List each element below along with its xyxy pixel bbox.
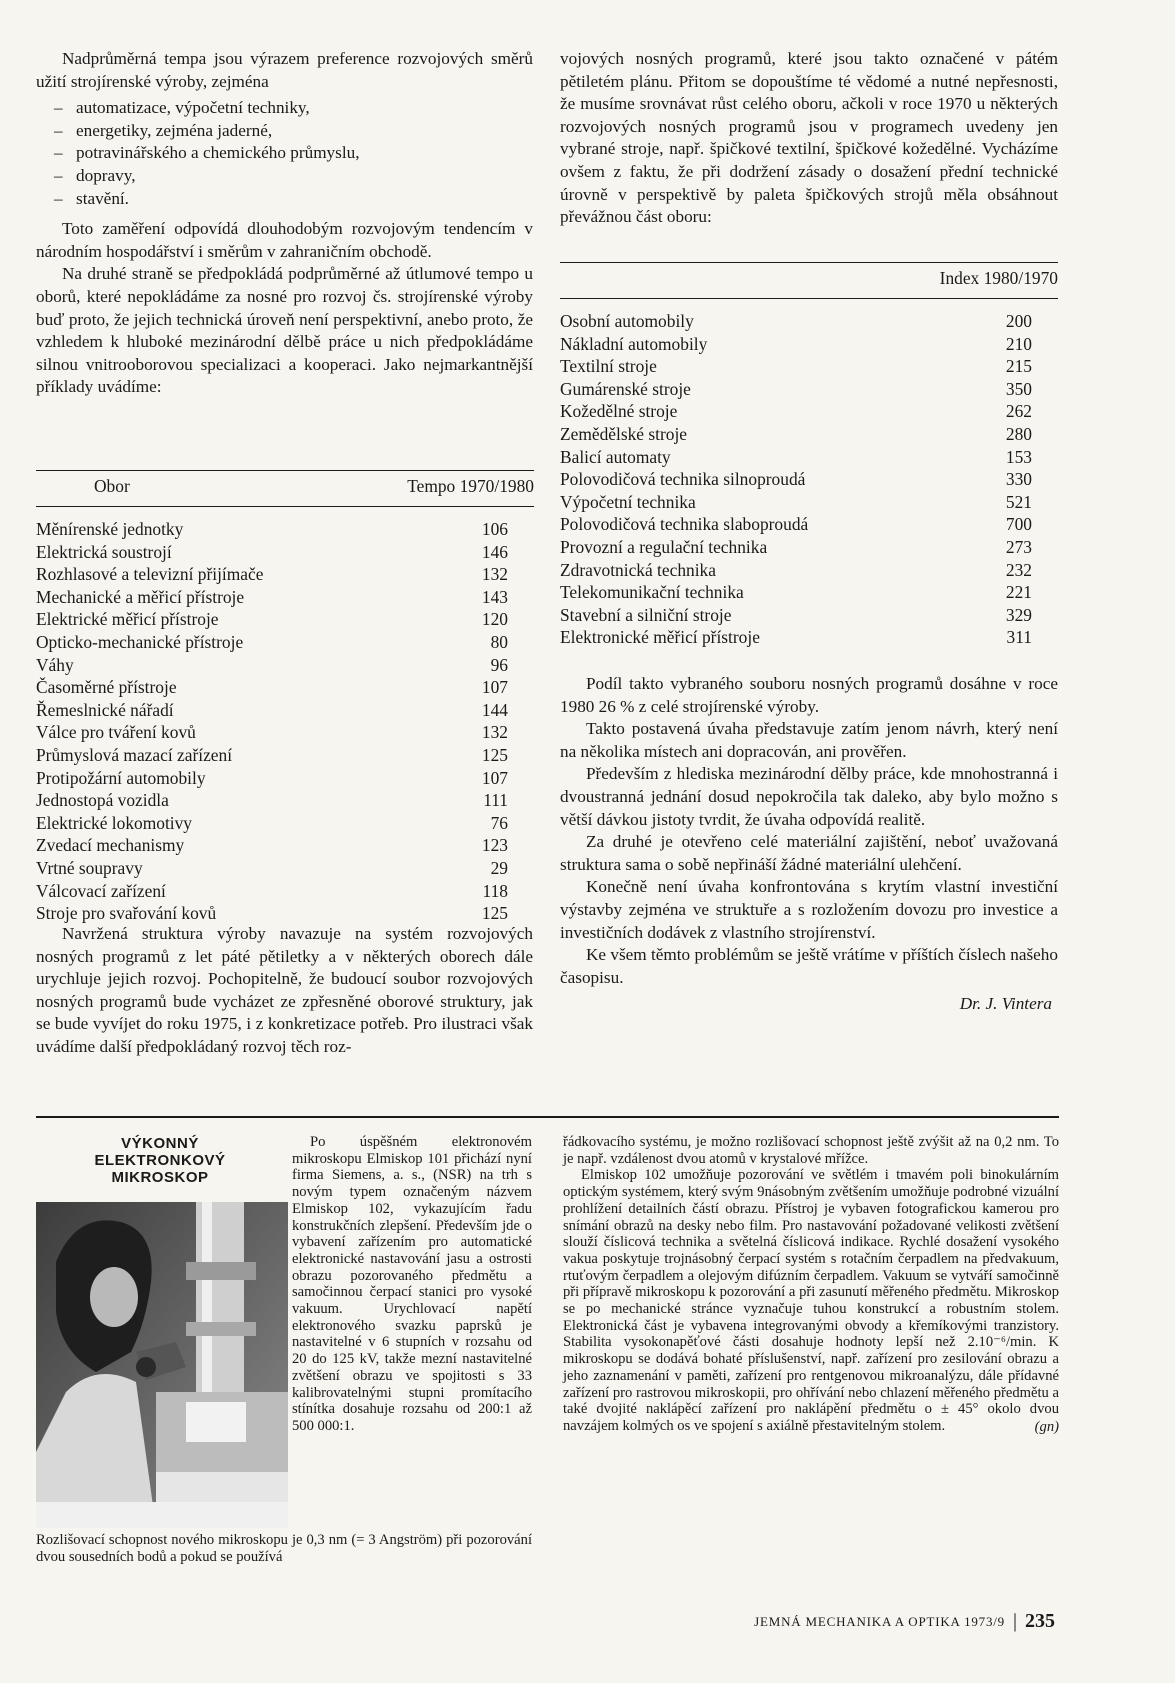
row-value: 350 — [1005, 378, 1032, 399]
table-row — [560, 513, 1032, 536]
row-value: 200 — [1005, 311, 1032, 331]
table-row — [36, 857, 508, 880]
row-value: 280 — [1005, 423, 1032, 444]
row-label: Měnírenské jednotky — [36, 519, 184, 539]
table-row — [560, 446, 1032, 469]
page-number: 235 — [1025, 1610, 1055, 1632]
table-row — [560, 604, 1032, 627]
row-label: Vrtné soupravy — [36, 857, 143, 878]
paragraph: Podíl takto vybraného souboru nosných programů dosáhne v roce 1980 26 % z celé strojírenské výroby. — [560, 674, 1058, 716]
table-row — [560, 626, 1032, 649]
table-row — [560, 400, 1032, 423]
row-value: 125 — [481, 744, 508, 765]
journal-title: JEMNÁ MECHANIKA A OPTIKA 1973/9 — [754, 1613, 1005, 1629]
table-body — [36, 518, 508, 925]
table-row — [36, 767, 508, 790]
paragraph: řádkovacího systému, je možno rozlišovací schopnost ještě zvýšit až na 0,2 nm. To je např. vzdálenost dvou atomů v krystalové mřížce. — [563, 1134, 1059, 1167]
row-value: 700 — [1005, 514, 1032, 535]
row-label: Elektrické měřicí přístroje — [36, 609, 219, 630]
row-value: 273 — [1005, 536, 1032, 557]
row-label: Časoměrné přístroje — [36, 677, 177, 698]
table-row — [560, 355, 1032, 378]
row-label: Polovodičová technika silnoproudá — [560, 469, 806, 490]
bullet-dash: – — [54, 98, 63, 118]
paragraph: Toto zaměření odpovídá dlouhodobým rozvojovým tendencím v národním hospodářství i směrům v zahraničním obchodě. — [36, 219, 533, 261]
heading-line: VÝKONNÝ — [121, 1135, 199, 1152]
row-label: Gumárenské stroje — [560, 378, 691, 399]
row-value: 29 — [490, 857, 508, 878]
microscope-photo — [36, 1202, 288, 1528]
section-divider — [36, 1116, 1059, 1118]
row-label: Polovodičová technika slaboproudá — [560, 514, 809, 535]
paragraph: vojových nosných programů, které jsou takto označené v pátém pětiletém plánu. Přitom se dopouštíme té vědomé a nutné nepřesnosti, že musíme srovnávat růst celého oboru, ačkoli v roce 1970 u některých rozvojových nosných programů jsou v programech uvedeny jen vybrané stroje, např. špičkové textilní, špičkové kožedělné. Vycházíme ovšem z faktu, že při dodržení zásady o dosažení přední technické úrovně v perspektivě by paleta špičkových strojů měla obsáhnout převážnou část oboru: — [560, 49, 1058, 227]
tempo-table — [36, 476, 534, 924]
list-item-text: potravinářského a chemického průmyslu, — [76, 143, 360, 163]
row-label: Válce pro tváření kovů — [36, 722, 196, 743]
row-label: Stavební a silniční stroje — [560, 604, 732, 625]
article-column-1 — [292, 1134, 532, 1435]
row-value: 521 — [1005, 491, 1032, 512]
bullet-list — [36, 97, 533, 210]
row-value: 125 — [481, 903, 508, 924]
table-header-tempo: Tempo 1970/1980 — [407, 476, 534, 496]
row-value: 132 — [481, 722, 508, 743]
table-header — [560, 268, 1058, 294]
row-label: Zdravotnická technika — [560, 559, 716, 580]
table-row — [36, 654, 508, 677]
table-header-index: Index 1980/1970 — [939, 268, 1058, 288]
paragraph: Elmiskop 102 umožňuje pozorování ve světlém i tmavém poli binokulárním optickým systémem, který svým 9násobným zvětšením umožňuje podrobné vizuální prohlížení detailních částí obrazu. Přístroj je vybaven fotografickou kamerou pro snímání obrazů na desky nebo film. Pro nastavování požadované velikosti zvětšení slouží číslicová technika a světelná číslicová indikace. Rychlé dosažení vysokého vakua poskytuje trojnásobný čerpací systém s rotačním čerpadlem na předvakuum, rtuťovým čerpadlem a olejovým difúzním čerpadlem. Vakuum se vytváří samočinně při přípravě mikroskopu k pozorování a při zasunutí měřeného předmětu. Mikroskop se po mechanické stránce vyznačuje tuhou konstrukcí a robustním stolem. Elektronická část je vybavena integrovanými obvody a křemíkovými tranzistory. Stabilita vysokonapěťové části dosahuje hodnoty lepší než 2.10⁻⁶/min. K mikroskopu se dodává bohaté příslušenství, např. zařízení pro zesilování obrazu a jeho zaznamenání v paměti, zařízení pro rentgenovou mikroanalýzu, dále přídavné zařízení pro rastrovou mikroskopii, pro ohřívání nebo chlazení měřeného předmětu a také dvojité naklápěcí zařízení pro naklápění předmětu o ± 45° okolo dvou navzájem kolmých os ve spojení s axiálně přestavitelným stolem. — [563, 1167, 1059, 1434]
bullet-dash: – — [54, 165, 63, 185]
table-row — [36, 744, 508, 767]
bullet-dash: – — [54, 120, 63, 140]
row-value: 262 — [1005, 401, 1032, 422]
table-row — [36, 880, 508, 903]
paragraph: Po úspěšném elektronovém mikroskopu Elmiskop 101 přichází nyní firma Siemens, a. s., (NSR) na trh s novým typem označeným názvem Elmiskop 102, vykazujícím řadu konstrukčních zlepšení. Především jde o vybavení zařízením pro automatické elektronické nastavování jasu a ostrosti obrazu pozorovaného předmětu a samočinnou čerpací stanici pro vysoké vakuum. Urychlovací napětí elektronového svazku paprsků je nastavitelné v 6 stupních v rozsahu od 20 do 125 kV, takže mezní nastavitelné zvětšení obrazu ve spojitosti s 33 kalibrovatelnými stupni promítacího stínítka dosahuje rozsahu od 200:1 až 500 000:1. — [292, 1134, 532, 1434]
table-header-rule — [36, 506, 534, 507]
table-row — [36, 721, 508, 744]
row-label: Průmyslová mazací zařízení — [36, 744, 233, 765]
row-label: Stroje pro svařování kovů — [36, 903, 217, 924]
row-label: Osobní automobily — [560, 311, 694, 331]
paragraph: Především z hlediska mezinárodní dělby práce, kde mnohostranná i dvoustranná jednání dosud nepokročila tak daleko, aby bylo možno s větší dávkou jistoty tvrdit, že úvaha odpovídá realitě. — [560, 764, 1058, 829]
table-header-obor: Obor — [94, 476, 130, 496]
article-column-3 — [563, 1134, 1059, 1435]
table-row — [560, 559, 1032, 582]
table-top-rule — [36, 470, 534, 471]
table-row — [36, 631, 508, 654]
row-label: Kožedělné stroje — [560, 401, 678, 422]
row-label: Opticko-mechanické přístroje — [36, 631, 244, 652]
table-row — [36, 812, 508, 835]
table-row — [560, 423, 1032, 446]
list-item-text: energetiky, zejména jaderné, — [76, 120, 273, 140]
row-value: 106 — [481, 519, 508, 539]
row-label: Textilní stroje — [560, 356, 657, 377]
row-label: Balicí automaty — [560, 446, 671, 467]
table-row — [560, 468, 1032, 491]
paragraph: Ke všem těmto problémům se ještě vrátíme v příštích číslech našeho časopisu. — [560, 945, 1058, 987]
author-signature: Dr. J. Vintera — [959, 994, 1052, 1014]
row-value: 76 — [490, 812, 508, 833]
paragraph: Konečně není úvaha konfrontována s krytím vlastní investiční výstavby zejména ve struktuře a s rozložením dovozu pro investice a investičních dodávek z vlastního strojírenství. — [560, 877, 1058, 942]
microscope-illustration — [36, 1202, 288, 1528]
row-value: 210 — [1005, 333, 1032, 354]
row-value: 215 — [1005, 356, 1032, 377]
table-row — [36, 789, 508, 812]
row-label: Válcovací zařízení — [36, 880, 166, 901]
row-label: Výpočetní technika — [560, 491, 696, 512]
table-row — [560, 310, 1032, 333]
list-item-text: stavění. — [76, 188, 129, 208]
paragraph: Navržená struktura výroby navazuje na systém rozvojových nosných programů z let páté pětiletky a v některých oborech dále urychluje jejich rozvoj. Pochopitelně, že budoucí soubor rozvojových nosných programů bude vycházet ze zpřesněné oborové struktury, jak se bude vyvíjet do roku 1975, i z konkretizace potřeb. Pro ilustraci však uvádíme další předpokládaný rozvoj těch roz- — [36, 924, 533, 1056]
left-column — [36, 48, 533, 399]
table-row — [560, 581, 1032, 604]
article-bottom-line — [36, 1532, 532, 1565]
article-heading — [40, 1135, 280, 1186]
table-row — [36, 834, 508, 857]
list-item-text: automatizace, výpočetní techniky, — [76, 98, 310, 118]
row-value: 329 — [1005, 604, 1032, 625]
table-row — [36, 563, 508, 586]
table-row — [560, 378, 1032, 401]
table-row — [36, 541, 508, 564]
heading-line: ELEKTRONKOVÝ — [94, 1152, 226, 1169]
row-value: 96 — [490, 654, 508, 675]
table-top-rule — [560, 262, 1058, 263]
table-row — [36, 608, 508, 631]
row-value: 80 — [490, 631, 508, 652]
row-value: 120 — [481, 609, 508, 630]
row-label: Jednostopá vozidla — [36, 790, 169, 811]
row-value: 144 — [481, 699, 508, 720]
table-row — [560, 491, 1032, 514]
row-label: Nákladní automobily — [560, 333, 708, 354]
footer-separator: | — [1012, 1610, 1017, 1632]
table-header — [36, 476, 534, 502]
row-label: Elektrická soustrojí — [36, 541, 172, 562]
list-item — [54, 142, 533, 165]
right-column — [560, 48, 1058, 229]
table-header-rule — [560, 298, 1058, 299]
row-value: 311 — [1006, 627, 1032, 648]
heading-line: MIKROSKOP — [111, 1169, 209, 1186]
row-value: 107 — [481, 767, 508, 788]
paragraph: Na druhé straně se předpokládá podprůměrné až útlumové tempo u oborů, které nepokládáme za nosné pro rozvoj čs. strojírenské výroby buď proto, že jejich technická úroveň není perspektivní, anebo proto, že vzhledem k hluboké mezinárodní dělbě práce u nich předpokládáme silnou vnitrooborovou specializaci a kooperaci. Jako nejmarkantnější příklady uvádíme: — [36, 264, 533, 397]
left-column-bottom — [36, 923, 533, 1059]
table-row — [36, 586, 508, 609]
paragraph: Nadprůměrná tempa jsou výrazem preference rozvojových směrů užití strojírenské výroby, zejména — [36, 49, 533, 91]
table-row — [560, 333, 1032, 356]
row-value: 221 — [1005, 582, 1032, 603]
row-value: 118 — [482, 880, 508, 901]
row-label: Protipožární automobily — [36, 767, 206, 788]
list-item — [54, 188, 533, 211]
table-body — [560, 310, 1032, 649]
row-value: 232 — [1005, 559, 1032, 580]
row-label: Elektronické měřicí přístroje — [560, 627, 760, 648]
page-footer — [754, 1610, 1055, 1633]
table-row — [36, 902, 508, 925]
row-label: Váhy — [36, 654, 74, 675]
row-label: Zemědělské stroje — [560, 423, 687, 444]
row-label: Zvedací mechanismy — [36, 835, 185, 856]
row-value: 146 — [481, 541, 508, 562]
row-value: 330 — [1005, 469, 1032, 490]
bullet-dash: – — [54, 188, 63, 208]
paragraph: Rozlišovací schopnost nového mikroskopu je 0,3 nm (= 3 Angström) při pozorování dvou sousedních bodů a pokud se používá — [36, 1532, 532, 1565]
row-value: 111 — [483, 790, 508, 811]
paragraph: Za druhé je otevřeno celé materiální zajištění, neboť uvažovaná struktura sama o sobě nepřináší žádné materiální ulehčení. — [560, 832, 1058, 874]
row-value: 123 — [481, 835, 508, 856]
list-item — [54, 165, 533, 188]
row-value: 153 — [1005, 446, 1032, 467]
row-label: Rozhlasové a televizní přijímače — [36, 564, 264, 585]
row-label: Provozní a regulační technika — [560, 536, 768, 557]
table-row — [560, 536, 1032, 559]
row-label: Elektrické lokomotivy — [36, 812, 192, 833]
row-label: Řemeslnické nářadí — [36, 699, 174, 720]
table-row — [36, 518, 508, 541]
index-table — [560, 268, 1058, 648]
list-item — [54, 97, 533, 120]
article-signature: (gn) — [1034, 1418, 1059, 1435]
table-row — [36, 699, 508, 722]
list-item-text: dopravy, — [76, 165, 136, 185]
row-value: 132 — [481, 564, 508, 585]
row-label: Mechanické a měřicí přístroje — [36, 586, 245, 607]
row-value: 143 — [481, 586, 508, 607]
right-column-bottom — [560, 673, 1058, 1016]
row-value: 107 — [481, 677, 508, 698]
paragraph: Takto postavená úvaha představuje zatím jenom návrh, který není na několika místech ani dopracován, ani prověřen. — [560, 719, 1058, 761]
row-label: Telekomunikační technika — [560, 582, 744, 603]
bullet-dash: – — [54, 143, 63, 163]
table-row — [36, 676, 508, 699]
list-item — [54, 120, 533, 143]
